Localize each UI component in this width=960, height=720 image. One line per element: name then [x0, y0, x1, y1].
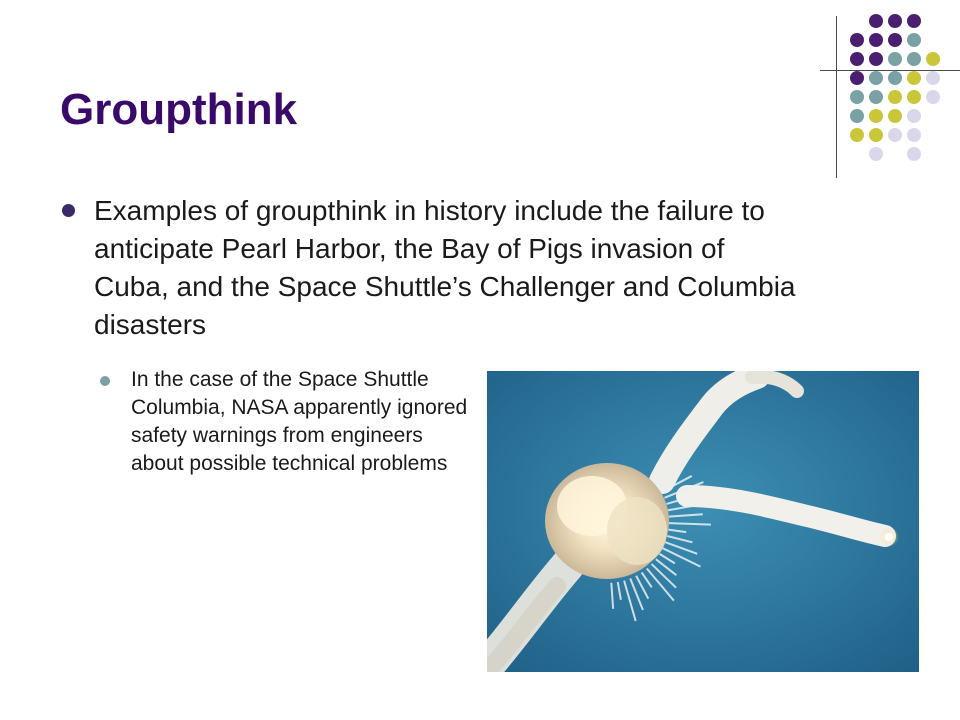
decorative-horizontal-rule: [820, 70, 960, 71]
decorative-dot: [907, 52, 921, 66]
sub-bullet-dot-icon: [100, 376, 110, 386]
decorative-dot: [907, 14, 921, 28]
decorative-dot: [926, 90, 940, 104]
decorative-dot: [907, 147, 921, 161]
decorative-dot: [850, 33, 864, 47]
decorative-vertical-rule: [836, 16, 837, 178]
slide-title: Groupthink: [60, 85, 298, 134]
decorative-dot: [888, 52, 902, 66]
sub-bullet-text: In the case of the Space Shuttle Columbia, NASA apparently ignored safety warnings from engineers about possible technical problems: [131, 368, 468, 475]
decorative-dot: [869, 109, 883, 123]
bullet-dot-icon: [62, 204, 75, 217]
bullet-text: Examples of groupthink in history include the failure to anticipate Pearl Harbor, the Bay of Pigs invasion of Cuba, and the Space Shuttle’s Challenger and Columbia disasters: [94, 195, 796, 340]
decorative-dot: [926, 71, 940, 85]
shuttle-explosion-photo: [487, 371, 919, 672]
decorative-dot: [888, 33, 902, 47]
photo-illustration: [487, 371, 919, 672]
decorative-dot: [888, 71, 902, 85]
decorative-dot: [850, 52, 864, 66]
decorative-dot: [850, 90, 864, 104]
dot-grid-decoration: [820, 8, 960, 168]
decorative-dot: [869, 90, 883, 104]
decorative-dot: [869, 71, 883, 85]
decorative-dot: [888, 14, 902, 28]
decorative-dot: [850, 109, 864, 123]
decorative-dot: [907, 109, 921, 123]
decorative-dot: [869, 52, 883, 66]
decorative-dot: [869, 33, 883, 47]
decorative-dot: [907, 90, 921, 104]
decorative-dot: [869, 147, 883, 161]
decorative-dot: [926, 52, 940, 66]
decorative-dot: [850, 128, 864, 142]
decorative-dot: [907, 71, 921, 85]
decorative-dot: [869, 128, 883, 142]
decorative-dot: [888, 109, 902, 123]
decorative-dot: [888, 90, 902, 104]
decorative-dot: [850, 71, 864, 85]
decorative-dot: [888, 128, 902, 142]
decorative-dot: [907, 128, 921, 142]
decorative-dot: [907, 33, 921, 47]
decorative-dot: [869, 14, 883, 28]
